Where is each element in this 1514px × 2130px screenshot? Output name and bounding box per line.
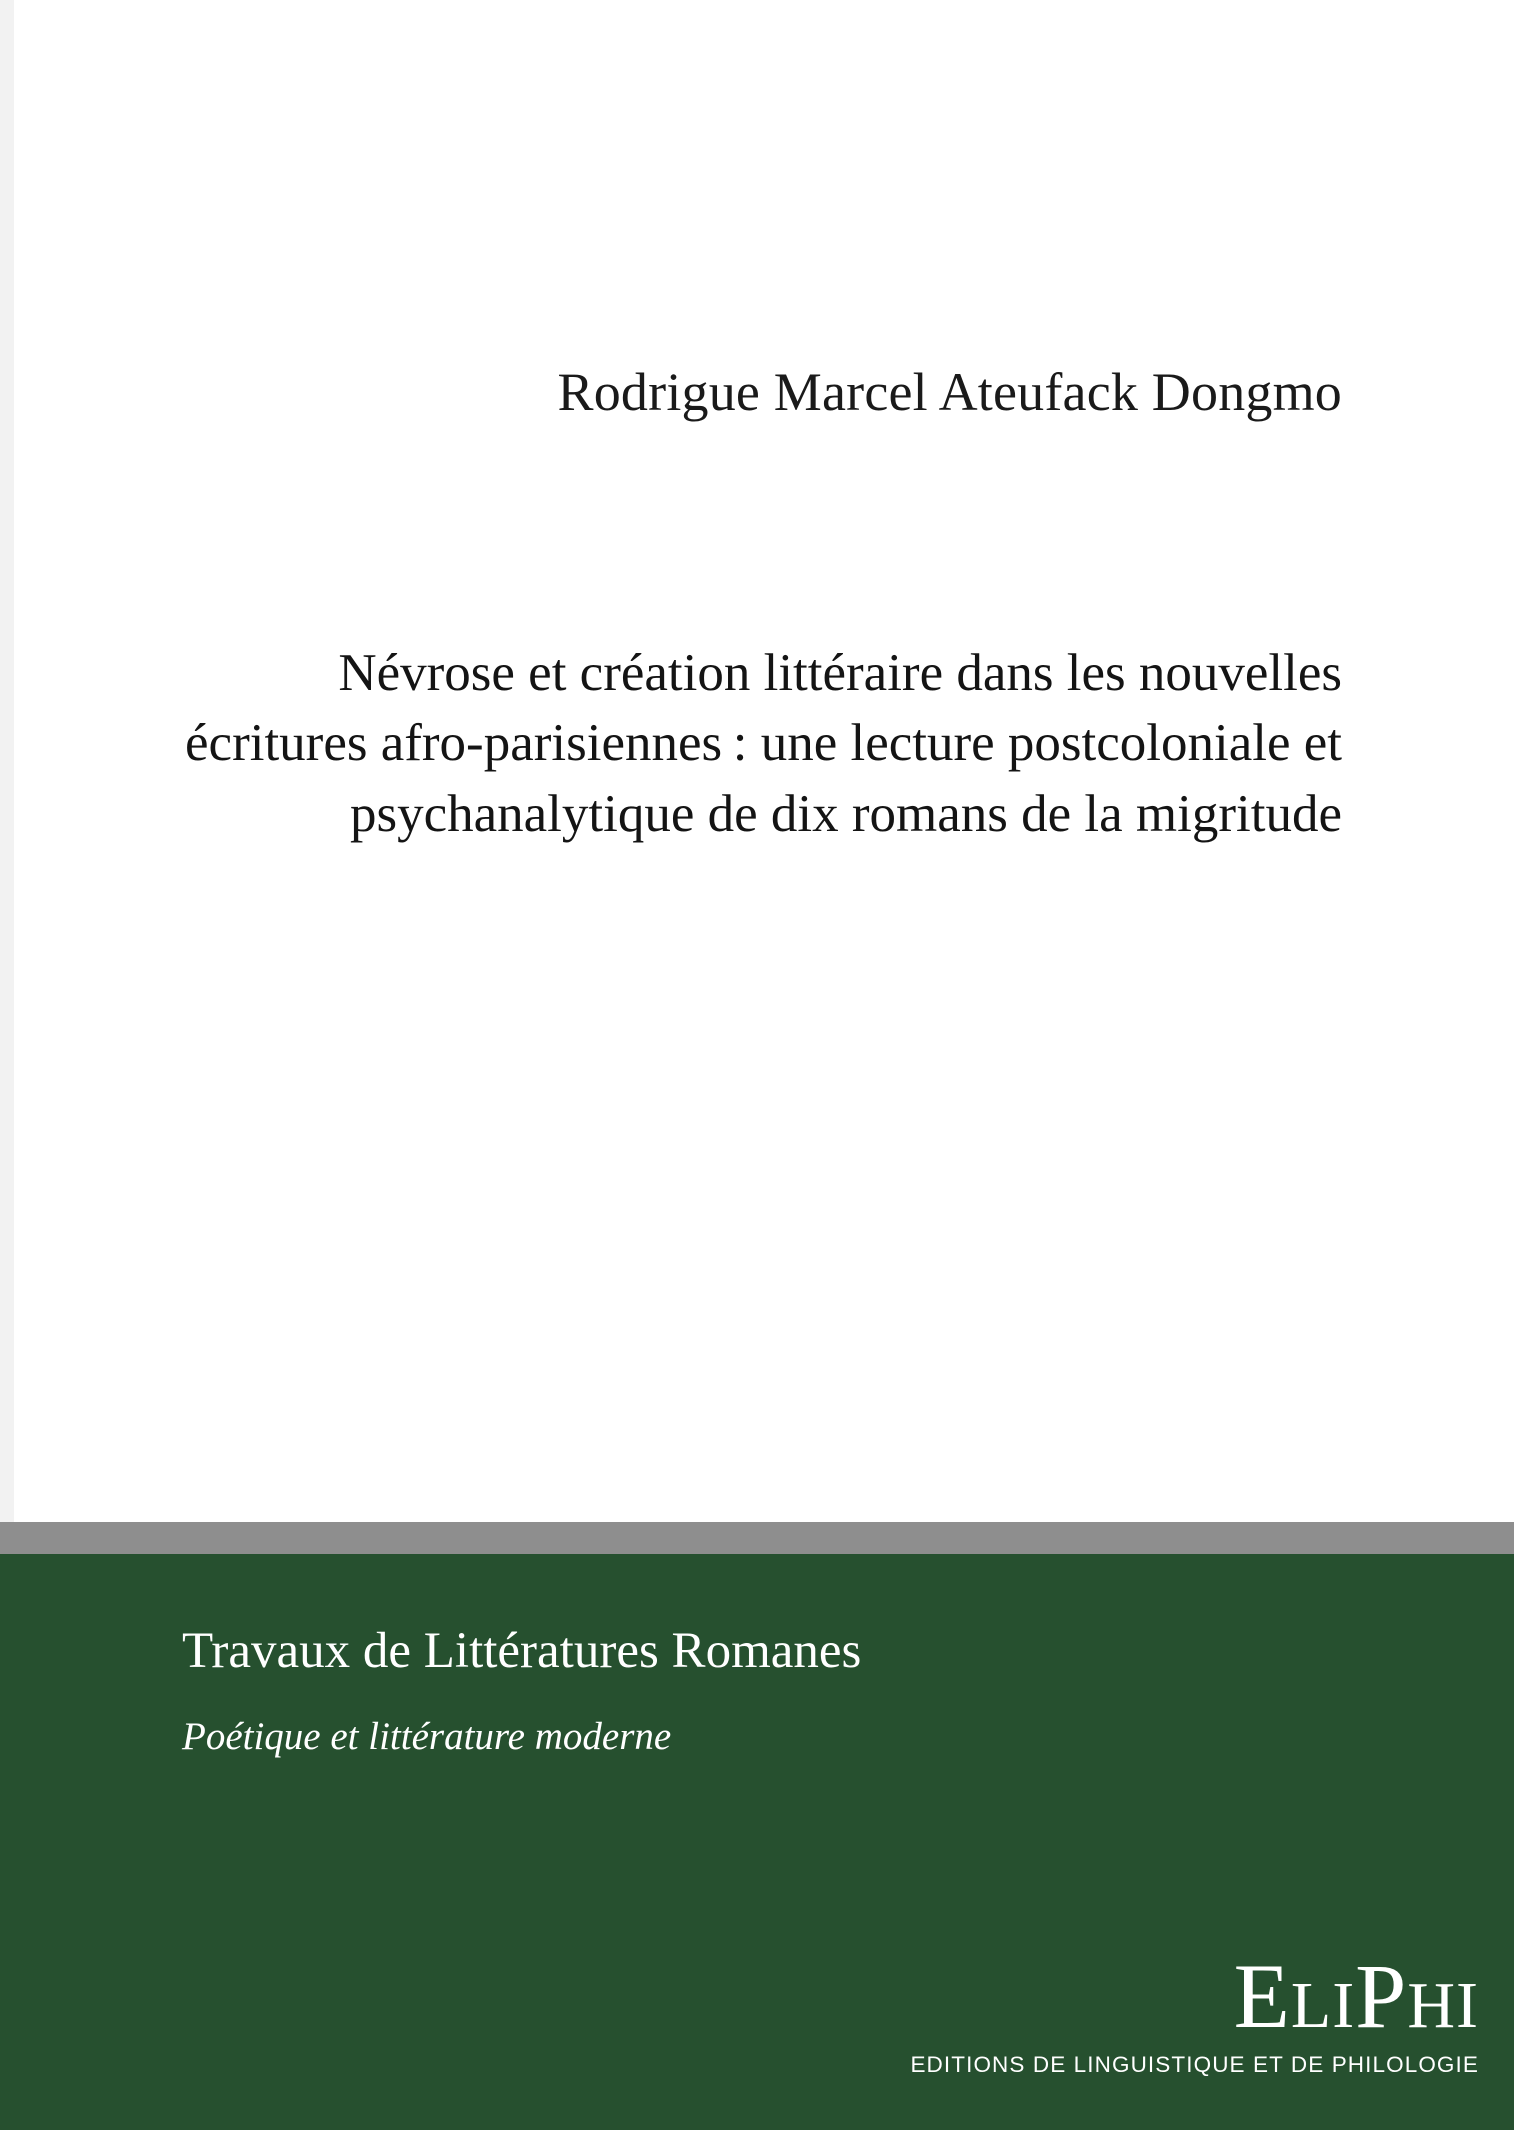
series-subtitle: Poétique et littérature moderne	[182, 1715, 672, 1758]
logo-letter-e: E	[1233, 1945, 1291, 2047]
series-panel	[0, 1554, 1514, 2130]
logo-letters-hi: HI	[1407, 1969, 1479, 2042]
grey-separator-band	[0, 1522, 1514, 1554]
logo-letters-li: LI	[1290, 1969, 1356, 2042]
publisher-logo	[910, 1945, 1479, 2078]
logo-letter-p: P	[1355, 1945, 1408, 2047]
book-title: Névrose et création littéraire dans les nouvelles écritures afro-parisiennes : une lecture postcoloniale et psychanalytique de dix romans de la migritude	[185, 644, 1342, 843]
left-margin-strip	[0, 0, 14, 1522]
publisher-tagline: EDITIONS DE LINGUISTIQUE ET DE PHILOLOGIE	[910, 2052, 1479, 2077]
author-name: Rodrigue Marcel Ateufack Dongmo	[557, 362, 1342, 422]
series-name: Travaux de Littératures Romanes	[182, 1623, 862, 1679]
publisher-logo-wordmark	[910, 1945, 1479, 2047]
